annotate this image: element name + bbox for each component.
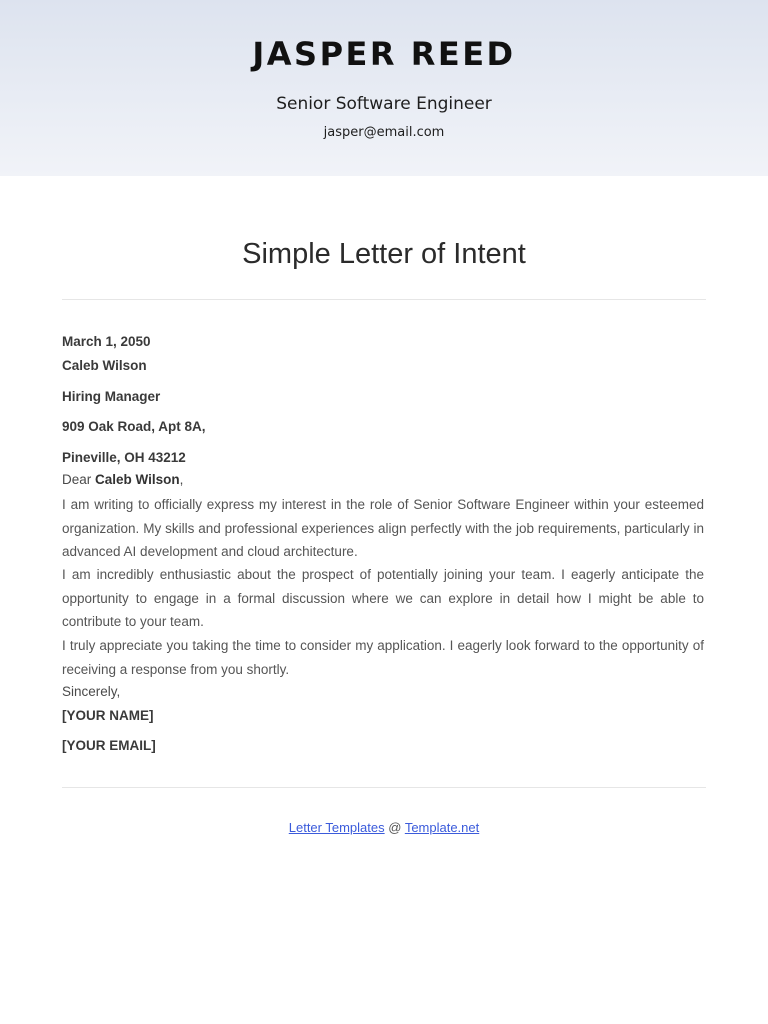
recipient-address-line1: 909 Oak Road, Apt 8A,: [62, 419, 206, 434]
salutation: [62, 471, 183, 489]
letter-date: March 1, 2050: [62, 334, 151, 349]
body-paragraph-2: I am incredibly enthusiastic about the prospect of potentially joining your team. I eagerly anticipate the opportunity to engage in a formal discussion where we can explore in detail how I might be able to contribute to your team.: [62, 567, 704, 629]
sender-name: JASPER REED: [252, 35, 516, 73]
signature-name: [YOUR NAME]: [62, 708, 154, 723]
salutation-name: Caleb Wilson: [95, 472, 180, 487]
body-paragraph-1: I am writing to officially express my interest in the role of Senior Software Engineer within your esteemed organization. My skills and professional experiences align perfectly with the job requirements, particularly in advanced AI development and cloud architecture.: [62, 497, 704, 559]
top-divider: [62, 299, 706, 300]
sender-role: Senior Software Engineer: [276, 94, 492, 114]
body-paragraph-3: I truly appreciate you taking the time to consider my application. I eagerly look forward to the opportunity of receiving a response from you shortly.: [62, 638, 704, 677]
salutation-suffix: ,: [179, 472, 184, 487]
recipient-position: Hiring Manager: [62, 389, 161, 404]
recipient-name: Caleb Wilson: [62, 358, 147, 373]
bottom-divider: [62, 787, 706, 788]
footer-separator: @: [384, 820, 405, 835]
footer-credit: [0, 819, 768, 837]
sender-email: jasper@email.com: [323, 125, 445, 140]
signature-email: [YOUR EMAIL]: [62, 738, 156, 753]
letter-header: [0, 0, 768, 176]
letter-templates-link[interactable]: Letter Templates: [288, 820, 385, 835]
closing: Sincerely,: [62, 684, 121, 699]
document-title: Simple Letter of Intent: [242, 238, 526, 270]
template-net-link[interactable]: Template.net: [404, 820, 480, 835]
recipient-address-line2: Pineville, OH 43212: [62, 450, 186, 465]
salutation-prefix: Dear: [62, 472, 96, 487]
